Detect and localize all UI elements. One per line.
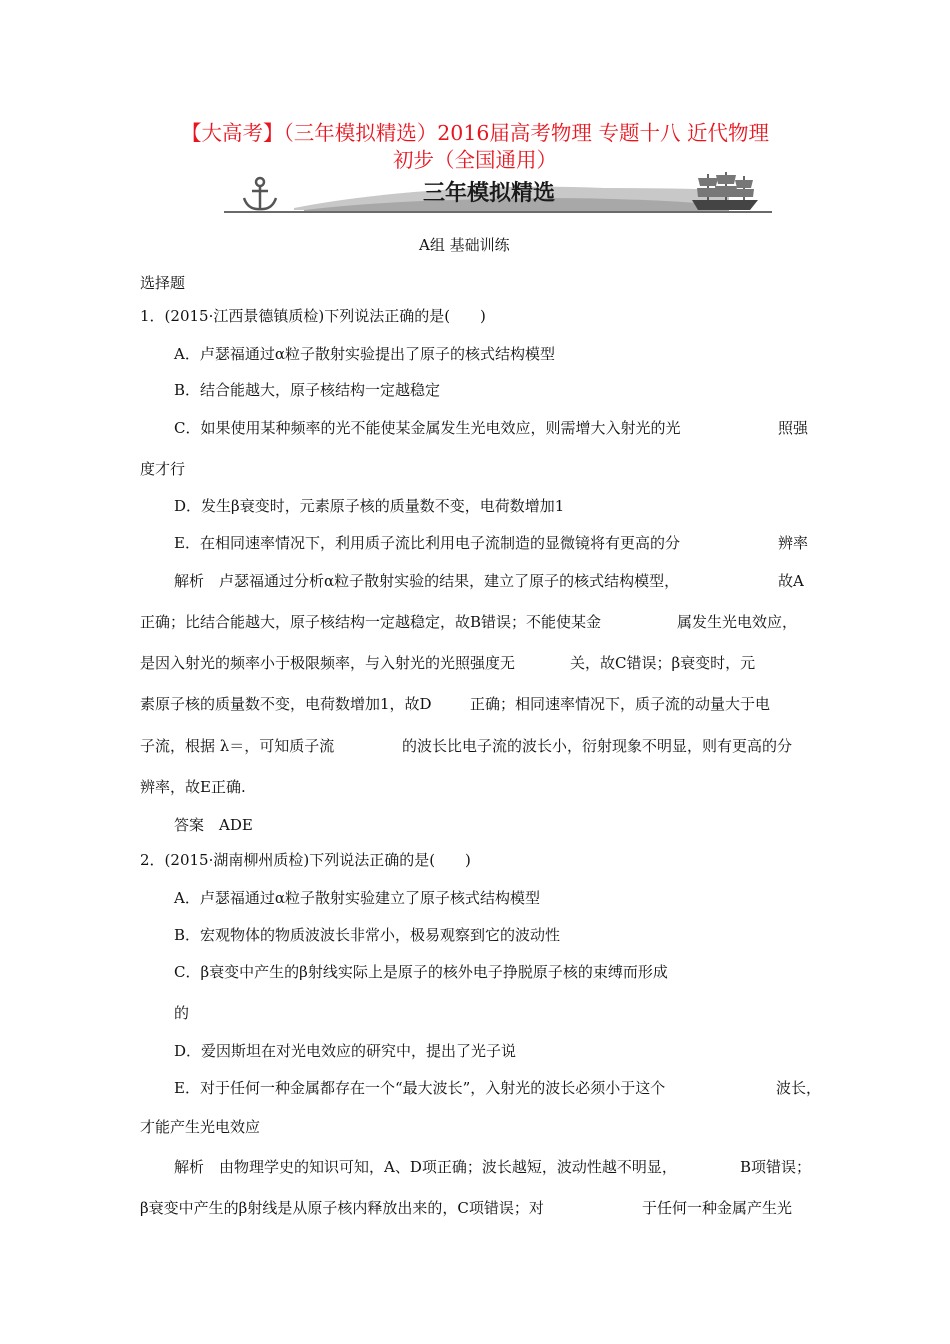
question-2-stem: 2．(2015·湖南柳州质检)下列说法正确的是( ) — [140, 851, 471, 869]
question-1-analysis-1: 解析 卢瑟福通过分析α粒子散射实验的结果，建立了原子的核式结构模型， — [174, 572, 680, 590]
question-1-answer: 答案 ADE — [174, 816, 253, 834]
question-2-option-a: A．卢瑟福通过α粒子散射实验建立了原子核式结构模型 — [174, 889, 540, 907]
question-2-analysis-2: β衰变中产生的β射线是从原子核内释放出来的，C项错误；对 — [140, 1199, 544, 1217]
question-1-option-c-end: 照强 — [778, 419, 809, 437]
question-1-analysis-3: 是因入射光的频率小于极限频率，与入射光的光照强度无 — [140, 654, 516, 672]
question-1-analysis-4: 素原子核的质量数不变，电荷数增加1，故D — [140, 695, 432, 713]
question-2-analysis-2-end: 于任何一种金属产生光 — [642, 1199, 793, 1217]
group-heading: A组 基础训练 — [419, 236, 510, 254]
question-2-option-e: E．对于任何一种金属都存在一个“最大波长”，入射光的波长必须小于这个 — [174, 1079, 666, 1097]
question-1-analysis-5: 子流，根据 λ＝，可知质子流 — [140, 737, 335, 755]
question-2-analysis-1: 解析 由物理学史的知识可知，A、D项正确；波长越短，波动性越不明显， — [174, 1158, 677, 1176]
question-1-analysis-1-end: 故A — [778, 572, 804, 590]
ship-icon — [692, 172, 758, 210]
question-1-option-d: D．发生β衰变时，元素原子核的质量数不变，电荷数增加1 — [174, 497, 565, 515]
question-1-option-c: C．如果使用某种频率的光不能使某金属发生光电效应，则需增大入射光的光 — [174, 419, 681, 437]
question-2-option-c-cont: 的 — [174, 1004, 190, 1022]
question-2-option-e-cont: 才能产生光电效应 — [140, 1118, 261, 1136]
question-2-analysis-1-end: B项错误； — [740, 1158, 812, 1176]
question-1-analysis-2-end: 属发生光电效应， — [677, 613, 798, 631]
question-1-analysis-5-end: 的波长比电子流的波长小，衍射现象不明显，则有更高的分 — [402, 737, 793, 755]
section-banner — [224, 170, 772, 216]
question-1-option-a: A．卢瑟福通过α粒子散射实验提出了原子的核式结构模型 — [174, 345, 555, 363]
question-1-option-e-end: 辨率 — [778, 534, 809, 552]
anchor-icon — [244, 178, 276, 209]
question-1-option-b: B．结合能越大，原子核结构一定越稳定 — [174, 381, 441, 399]
question-1-analysis-2: 正确；比结合能越大，原子核结构一定越稳定，故B错误；不能使某金 — [140, 613, 602, 631]
question-1-stem: 1．(2015·江西景德镇质检)下列说法正确的是( ) — [140, 307, 486, 325]
title-line-2: 初步（全国通用） — [393, 148, 557, 172]
question-1-option-c-cont: 度才行 — [140, 460, 186, 478]
banner-text: 三年模拟精选 — [422, 181, 556, 206]
document-title — [120, 120, 830, 174]
question-2-option-e-end: 波长， — [776, 1079, 822, 1097]
question-1-analysis-4-end: 正确；相同速率情况下，质子流的动量大于电 — [470, 695, 771, 713]
question-2-option-c: C．β衰变中产生的β射线实际上是原子的核外电子挣脱原子核的束缚而形成 — [174, 963, 668, 981]
question-1-option-e: E．在相同速率情况下，利用质子流比利用电子流制造的显微镜将有更高的分 — [174, 534, 680, 552]
section-label: 选择题 — [140, 274, 186, 292]
question-1-analysis-3-end: 关，故C错误；β衰变时，元 — [570, 654, 756, 672]
title-line-1: 【大高考】（三年模拟精选）2016届高考物理 专题十八 近代物理 — [181, 121, 769, 145]
question-2-option-b: B．宏观物体的物质波波长非常小，极易观察到它的波动性 — [174, 926, 561, 944]
question-2-option-d: D．爱因斯坦在对光电效应的研究中，提出了光子说 — [174, 1042, 517, 1060]
question-1-analysis-6: 辨率，故E正确. — [140, 778, 246, 796]
